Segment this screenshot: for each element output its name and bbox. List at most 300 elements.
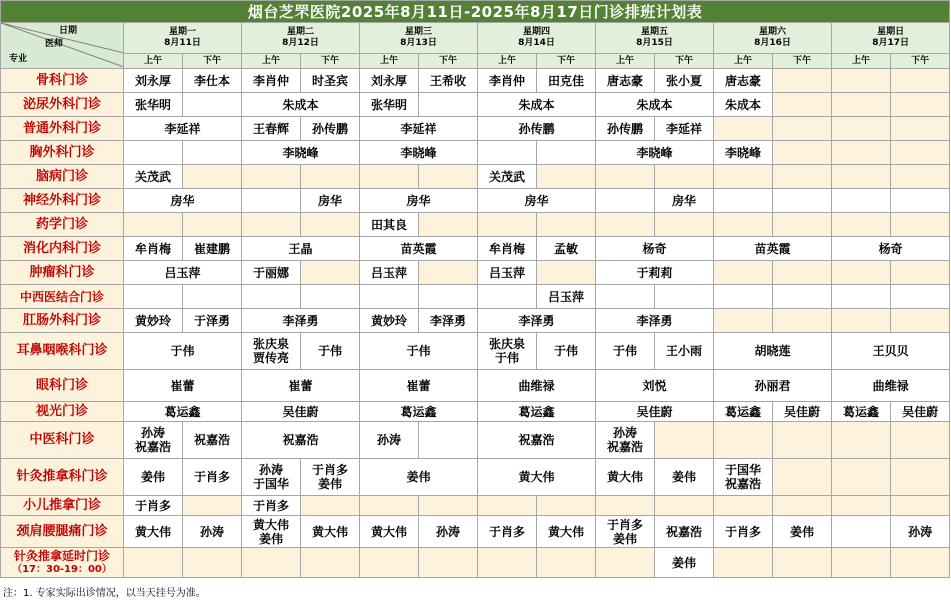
doctor-cell: 孙涛: [360, 422, 419, 459]
doctor-cell: 张庆泉 贾传亮: [242, 333, 301, 370]
doctor-cell: 张华明: [360, 93, 419, 117]
doctor-cell: 孙丽君: [714, 370, 832, 402]
day-header-7: [832, 23, 950, 54]
doctor-cell: 吴佳蔚: [242, 402, 360, 422]
empty-cell: [124, 285, 183, 309]
empty-cell: [832, 422, 891, 459]
empty-cell: [301, 261, 360, 285]
empty-cell: [537, 548, 596, 578]
empty-cell: [301, 285, 360, 309]
schedule-row: [1, 165, 950, 189]
department-label: 脑病门诊: [35, 168, 88, 184]
doctor-cell: 吕玉萍: [537, 285, 596, 309]
empty-cell: [773, 117, 832, 141]
empty-cell: [714, 189, 773, 213]
half-day-label-am: 上午: [124, 54, 183, 69]
schedule-row: [1, 516, 950, 548]
empty-cell: [419, 93, 478, 117]
empty-cell: [360, 285, 419, 309]
empty-cell: [714, 117, 773, 141]
half-day-label-pm: 下午: [655, 54, 714, 69]
doctor-cell: 李仕本: [183, 69, 242, 93]
empty-cell: [832, 117, 891, 141]
empty-cell: [832, 285, 891, 309]
department-name: [1, 93, 124, 117]
empty-cell: [655, 496, 714, 516]
doctor-cell: 李延祥: [360, 117, 478, 141]
weekday-label: 星期六: [758, 27, 786, 37]
empty-cell: [478, 496, 537, 516]
empty-cell: [419, 213, 478, 237]
doctor-cell: 于肖多: [183, 459, 242, 496]
empty-cell: [301, 496, 360, 516]
doctor-cell: 黄大伟: [478, 459, 596, 496]
half-day-label-am: 上午: [242, 54, 301, 69]
day-header-1: [124, 23, 242, 54]
doctor-cell: 祝嘉浩: [183, 422, 242, 459]
empty-cell: [537, 496, 596, 516]
empty-cell: [832, 309, 891, 333]
date-label: 8月15日: [636, 38, 673, 48]
doctor-cell: 杨奇: [832, 237, 950, 261]
department-name: [1, 213, 124, 237]
doctor-cell: 崔蕾: [242, 370, 360, 402]
doctor-cell: 王希收: [419, 69, 478, 93]
schedule-row: [1, 213, 950, 237]
day-header-2: [242, 23, 360, 54]
department-name: [1, 422, 124, 459]
doctor-cell: 于伟: [596, 333, 655, 370]
date-label: 8月17日: [872, 38, 909, 48]
half-day-header-row: [1, 54, 950, 69]
empty-cell: [537, 141, 596, 165]
schedule-row: [1, 141, 950, 165]
empty-cell: [714, 213, 773, 237]
department-label: 耳鼻咽喉科门诊: [16, 343, 108, 358]
empty-cell: [478, 141, 537, 165]
date-label: 8月11日: [164, 38, 201, 48]
schedule-row: [1, 496, 950, 516]
department-name: [1, 165, 124, 189]
half-day-label-am: 上午: [714, 54, 773, 69]
doctor-cell: 葛运鑫: [124, 402, 242, 422]
half-day-label-am: 上午: [596, 54, 655, 69]
empty-cell: [773, 422, 832, 459]
title-row: [1, 1, 950, 23]
department-name: [1, 309, 124, 333]
footer-note: 注：1. 专家实际出诊情况，以当天挂号为准。: [0, 583, 951, 604]
empty-cell: [832, 69, 891, 93]
day-header-3: [360, 23, 478, 54]
weekday-label: 星期三: [404, 27, 432, 37]
empty-cell: [714, 285, 773, 309]
doctor-cell: 于伟: [537, 333, 596, 370]
empty-cell: [419, 422, 478, 459]
doctor-cell: 王小雨: [655, 333, 714, 370]
doctor-cell: 孙涛 祝嘉浩: [124, 422, 183, 459]
day-header-row: [1, 23, 950, 54]
doctor-cell: 吴佳蔚: [773, 402, 832, 422]
doctor-cell: 房华: [655, 189, 714, 213]
doctor-cell: 葛运鑫: [360, 402, 478, 422]
doctor-cell: 于泽勇: [183, 309, 242, 333]
department-name: [1, 402, 124, 422]
empty-cell: [183, 548, 242, 578]
empty-cell: [419, 496, 478, 516]
schedule-row: [1, 459, 950, 496]
doctor-cell: 曲维禄: [478, 370, 596, 402]
department-label: 肛肠外科门诊: [22, 312, 101, 328]
weekday-label: 星期四: [522, 27, 550, 37]
empty-cell: [124, 141, 183, 165]
doctor-cell: 吕玉萍: [124, 261, 242, 285]
half-day-label-pm: 下午: [419, 54, 478, 69]
empty-cell: [832, 516, 891, 548]
doctor-cell: 王晶: [242, 237, 360, 261]
empty-cell: [596, 189, 655, 213]
doctor-cell: 黄大伟 姜伟: [242, 516, 301, 548]
empty-cell: [773, 93, 832, 117]
department-name: [1, 333, 124, 370]
doctor-cell: 王贝贝: [832, 333, 950, 370]
doctor-cell: 孙传鹏: [596, 117, 655, 141]
schedule-row: [1, 285, 950, 309]
doctor-cell: 黄妙玲: [124, 309, 183, 333]
half-day-label-pm: 下午: [773, 54, 832, 69]
half-day-label-am: 上午: [478, 54, 537, 69]
half-day-label-pm: 下午: [891, 54, 950, 69]
empty-cell: [773, 309, 832, 333]
department-label: 泌尿外科门诊: [22, 96, 101, 112]
doctor-cell: 李肖仲: [478, 69, 537, 93]
doctor-cell: 于伟: [124, 333, 242, 370]
doctor-cell: 葛运鑫: [478, 402, 596, 422]
empty-cell: [596, 548, 655, 578]
empty-cell: [773, 165, 832, 189]
doctor-cell: 于肖多: [124, 496, 183, 516]
empty-cell: [773, 459, 832, 496]
empty-cell: [596, 213, 655, 237]
doctor-cell: 黄大伟: [301, 516, 360, 548]
doctor-cell: 李延祥: [655, 117, 714, 141]
department-label: 中医科门诊: [29, 432, 95, 447]
doctor-cell: 姜伟: [124, 459, 183, 496]
empty-cell: [832, 165, 891, 189]
empty-cell: [360, 548, 419, 578]
page-title: 烟台芝罘医院2025年8月11日-2025年8月17日门诊排班计划表: [1, 1, 950, 23]
doctor-cell: 王春辉: [242, 117, 301, 141]
empty-cell: [183, 285, 242, 309]
doctor-cell: 姜伟: [360, 459, 478, 496]
doctor-cell: 刘永厚: [360, 69, 419, 93]
doctor-cell: 田其良: [360, 213, 419, 237]
empty-cell: [537, 165, 596, 189]
doctor-cell: 房华: [301, 189, 360, 213]
doctor-cell: 李晓峰: [360, 141, 478, 165]
department-name: [1, 370, 124, 402]
weekday-label: 星期日: [877, 27, 905, 37]
empty-cell: [360, 496, 419, 516]
empty-cell: [891, 141, 950, 165]
empty-cell: [773, 141, 832, 165]
empty-cell: [596, 496, 655, 516]
half-day-label-pm: 下午: [301, 54, 360, 69]
doctor-cell: 祝嘉浩: [478, 422, 596, 459]
doctor-cell: 张庆泉 于伟: [478, 333, 537, 370]
header-corner: [1, 23, 124, 69]
empty-cell: [832, 93, 891, 117]
department-name: [1, 548, 124, 578]
schedule-row: [1, 548, 950, 578]
doctor-cell: 黄妙玲: [360, 309, 419, 333]
department-label: 神经外科门诊: [22, 192, 101, 208]
empty-cell: [891, 285, 950, 309]
empty-cell: [301, 548, 360, 578]
doctor-cell: 李泽勇: [419, 309, 478, 333]
half-day-label-am: 上午: [832, 54, 891, 69]
doctor-cell: 孙传鹏: [301, 117, 360, 141]
empty-cell: [714, 309, 773, 333]
doctor-cell: 唐志豪: [596, 69, 655, 93]
department-name: [1, 516, 124, 548]
doctor-cell: 吴佳蔚: [891, 402, 950, 422]
empty-cell: [714, 261, 773, 285]
half-day-label-pm: 下午: [537, 54, 596, 69]
empty-cell: [478, 548, 537, 578]
corner-date-label: 日期: [58, 26, 77, 36]
empty-cell: [596, 165, 655, 189]
schedule-row: [1, 261, 950, 285]
schedule-row: [1, 69, 950, 93]
doctor-cell: 于国华 祝嘉浩: [714, 459, 773, 496]
empty-cell: [242, 213, 301, 237]
doctor-cell: 于肖多 姜伟: [596, 516, 655, 548]
doctor-cell: 于丽娜: [242, 261, 301, 285]
doctor-cell: 李晓峰: [714, 141, 773, 165]
doctor-cell: 苗英霞: [714, 237, 832, 261]
empty-cell: [714, 165, 773, 189]
doctor-cell: 李泽勇: [242, 309, 360, 333]
empty-cell: [891, 213, 950, 237]
department-name: [1, 189, 124, 213]
empty-cell: [596, 285, 655, 309]
date-label: 8月13日: [400, 38, 437, 48]
empty-cell: [714, 422, 773, 459]
doctor-cell: 孙涛: [183, 516, 242, 548]
schedule-row: [1, 333, 950, 370]
date-label: 8月14日: [518, 38, 555, 48]
empty-cell: [891, 422, 950, 459]
doctor-cell: 黄大伟: [360, 516, 419, 548]
empty-cell: [832, 459, 891, 496]
corner-specialty-label: 专业: [9, 54, 28, 64]
doctor-cell: 牟肖梅: [124, 237, 183, 261]
empty-cell: [183, 93, 242, 117]
empty-cell: [419, 261, 478, 285]
empty-cell: [714, 548, 773, 578]
department-label: 针灸推拿延时门诊: [13, 548, 110, 563]
doctor-cell: 黄大伟: [596, 459, 655, 496]
doctor-cell: 姜伟: [655, 548, 714, 578]
department-name: [1, 459, 124, 496]
empty-cell: [891, 459, 950, 496]
doctor-cell: 李泽勇: [596, 309, 714, 333]
empty-cell: [419, 285, 478, 309]
doctor-cell: 李泽勇: [478, 309, 596, 333]
empty-cell: [891, 496, 950, 516]
doctor-cell: 于莉莉: [596, 261, 714, 285]
schedule-row: [1, 93, 950, 117]
corner-doctor-label: 医师: [45, 39, 64, 49]
empty-cell: [655, 213, 714, 237]
doctor-cell: 于肖多: [478, 516, 537, 548]
doctor-cell: 于肖多 姜伟: [301, 459, 360, 496]
doctor-cell: 朱成本: [242, 93, 360, 117]
doctor-cell: 孙涛 祝嘉浩: [596, 422, 655, 459]
empty-cell: [124, 213, 183, 237]
empty-cell: [891, 261, 950, 285]
doctor-cell: 朱成本: [596, 93, 714, 117]
doctor-cell: 崔蕾: [360, 370, 478, 402]
doctor-cell: 孙涛: [891, 516, 950, 548]
weekday-label: 星期二: [286, 27, 314, 37]
doctor-cell: 李晓峰: [242, 141, 360, 165]
empty-cell: [183, 165, 242, 189]
doctor-cell: 孙涛: [419, 516, 478, 548]
empty-cell: [832, 261, 891, 285]
schedule-row: [1, 309, 950, 333]
half-day-label-am: 上午: [360, 54, 419, 69]
doctor-cell: 葛运鑫: [714, 402, 773, 422]
day-header-5: [596, 23, 714, 54]
department-label: 消化内科门诊: [22, 240, 101, 256]
doctor-cell: 吴佳蔚: [596, 402, 714, 422]
empty-cell: [832, 189, 891, 213]
empty-cell: [891, 189, 950, 213]
doctor-cell: 曲维禄: [832, 370, 950, 402]
empty-cell: [183, 141, 242, 165]
doctor-cell: 房华: [478, 189, 596, 213]
empty-cell: [301, 165, 360, 189]
doctor-cell: 祝嘉浩: [655, 516, 714, 548]
empty-cell: [537, 213, 596, 237]
doctor-cell: 田克佳: [537, 69, 596, 93]
date-label: 8月16日: [754, 38, 791, 48]
doctor-cell: 关茂武: [124, 165, 183, 189]
schedule-row: [1, 237, 950, 261]
empty-cell: [891, 309, 950, 333]
doctor-cell: 李肖仲: [242, 69, 301, 93]
doctor-cell: 吕玉萍: [360, 261, 419, 285]
doctor-cell: 于伟: [360, 333, 478, 370]
department-name: [1, 69, 124, 93]
doctor-cell: 刘悦: [596, 370, 714, 402]
empty-cell: [832, 548, 891, 578]
empty-cell: [242, 285, 301, 309]
empty-cell: [419, 165, 478, 189]
department-label: 胸外科门诊: [29, 144, 95, 160]
doctor-cell: 杨奇: [596, 237, 714, 261]
empty-cell: [773, 261, 832, 285]
schedule-row: [1, 402, 950, 422]
doctor-cell: 时圣宾: [301, 69, 360, 93]
empty-cell: [478, 213, 537, 237]
doctor-cell: 孙传鹏: [478, 117, 596, 141]
department-name: [1, 117, 124, 141]
empty-cell: [773, 548, 832, 578]
empty-cell: [891, 93, 950, 117]
empty-cell: [124, 548, 183, 578]
doctor-cell: 张华明: [124, 93, 183, 117]
empty-cell: [242, 165, 301, 189]
empty-cell: [478, 285, 537, 309]
empty-cell: [891, 548, 950, 578]
empty-cell: [183, 496, 242, 516]
doctor-cell: 吕玉萍: [478, 261, 537, 285]
doctor-cell: 李晓峰: [596, 141, 714, 165]
day-header-4: [478, 23, 596, 54]
empty-cell: [773, 69, 832, 93]
department-hours-label: （17：30-19：00）: [12, 563, 112, 575]
empty-cell: [832, 141, 891, 165]
schedule-row: [1, 370, 950, 402]
doctor-cell: 姜伟: [773, 516, 832, 548]
empty-cell: [832, 213, 891, 237]
empty-cell: [419, 548, 478, 578]
weekday-label: 星期五: [640, 27, 668, 37]
doctor-cell: 姜伟: [655, 459, 714, 496]
doctor-cell: 李延祥: [124, 117, 242, 141]
empty-cell: [537, 261, 596, 285]
empty-cell: [242, 189, 301, 213]
empty-cell: [655, 422, 714, 459]
department-name: [1, 261, 124, 285]
department-label: 针灸推拿科门诊: [16, 469, 108, 484]
department-label: 药学门诊: [35, 216, 88, 232]
empty-cell: [773, 213, 832, 237]
doctor-cell: 孙涛 于国华: [242, 459, 301, 496]
department-name: [1, 496, 124, 516]
empty-cell: [832, 496, 891, 516]
empty-cell: [891, 69, 950, 93]
schedule-row: [1, 189, 950, 213]
doctor-cell: 关茂武: [478, 165, 537, 189]
doctor-cell: 崔建鹏: [183, 237, 242, 261]
department-label: 普通外科门诊: [22, 120, 101, 136]
schedule-row: [1, 422, 950, 459]
empty-cell: [714, 496, 773, 516]
empty-cell: [773, 189, 832, 213]
department-name: [1, 285, 124, 309]
department-label: 肿瘤科门诊: [29, 264, 95, 280]
empty-cell: [891, 165, 950, 189]
empty-cell: [891, 117, 950, 141]
doctor-cell: 房华: [124, 189, 242, 213]
half-day-label-pm: 下午: [183, 54, 242, 69]
department-label: 骨科门诊: [35, 72, 88, 88]
doctor-cell: 胡晓莲: [714, 333, 832, 370]
doctor-cell: 黄大伟: [537, 516, 596, 548]
doctor-cell: 苗英霞: [360, 237, 478, 261]
doctor-cell: 唐志豪: [714, 69, 773, 93]
doctor-cell: 孟敏: [537, 237, 596, 261]
empty-cell: [301, 213, 360, 237]
schedule-row: [1, 117, 950, 141]
empty-cell: [183, 213, 242, 237]
department-label: 眼科门诊: [35, 377, 88, 393]
empty-cell: [773, 285, 832, 309]
doctor-cell: 于伟: [301, 333, 360, 370]
